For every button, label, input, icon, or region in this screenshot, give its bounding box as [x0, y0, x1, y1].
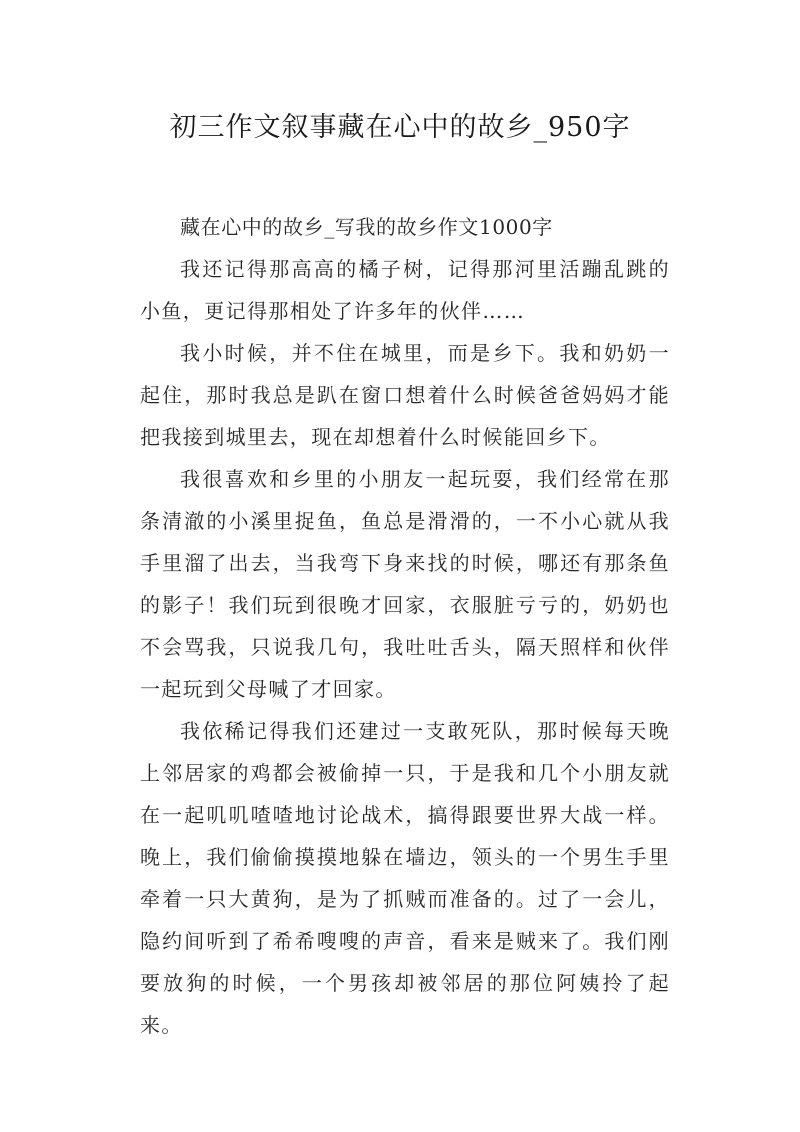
paragraph: 我小时候，并不住在城里，而是乡下。我和奶奶一起住，那时我总是趴在窗口想着什么时候爸爸妈妈才能把我接到城里去，现在却想着什么时候能回乡下。 [140, 341, 670, 449]
document-body [140, 206, 670, 1046]
paragraph: 我还记得那高高的橘子树，记得那河里活蹦乱跳的小鱼，更记得那相处了许多年的伙伴…… [140, 257, 670, 323]
paragraph: 我依稀记得我们还建过一支敢死队，那时候每天晚上邻居家的鸡都会被偷掉一只，于是我和几个小朋友就在一起叽叽喳喳地讨论战术，搞得跟要世界大战一样。晚上，我们偷偷摸摸地躲在墙边，领头的一个男生手里牵着一只大黄狗，是为了抓贼而准备的。过了一会儿，隐约间听到了希希嗖嗖的声音，看来是贼来了。我们刚要放狗的时候，一个男孩却被邻居的那位阿姨拎了起来。 [140, 719, 670, 1037]
document-title: 初三作文叙事藏在心中的故乡_950字 [169, 112, 631, 143]
document-subtitle: 藏在心中的故乡_写我的故乡作文1000字 [180, 215, 553, 239]
paragraph: 我很喜欢和乡里的小朋友一起玩耍，我们经常在那条清澈的小溪里捉鱼，鱼总是滑滑的，一不小心就从我手里溜了出去，当我弯下身来找的时候，哪还有那条鱼的影子！我们玩到很晚才回家，衣服脏亏亏的，奶奶也不会骂我，只说我几句，我吐吐舌头，隔天照样和伙伴一起玩到父母喊了才回家。 [140, 467, 670, 701]
